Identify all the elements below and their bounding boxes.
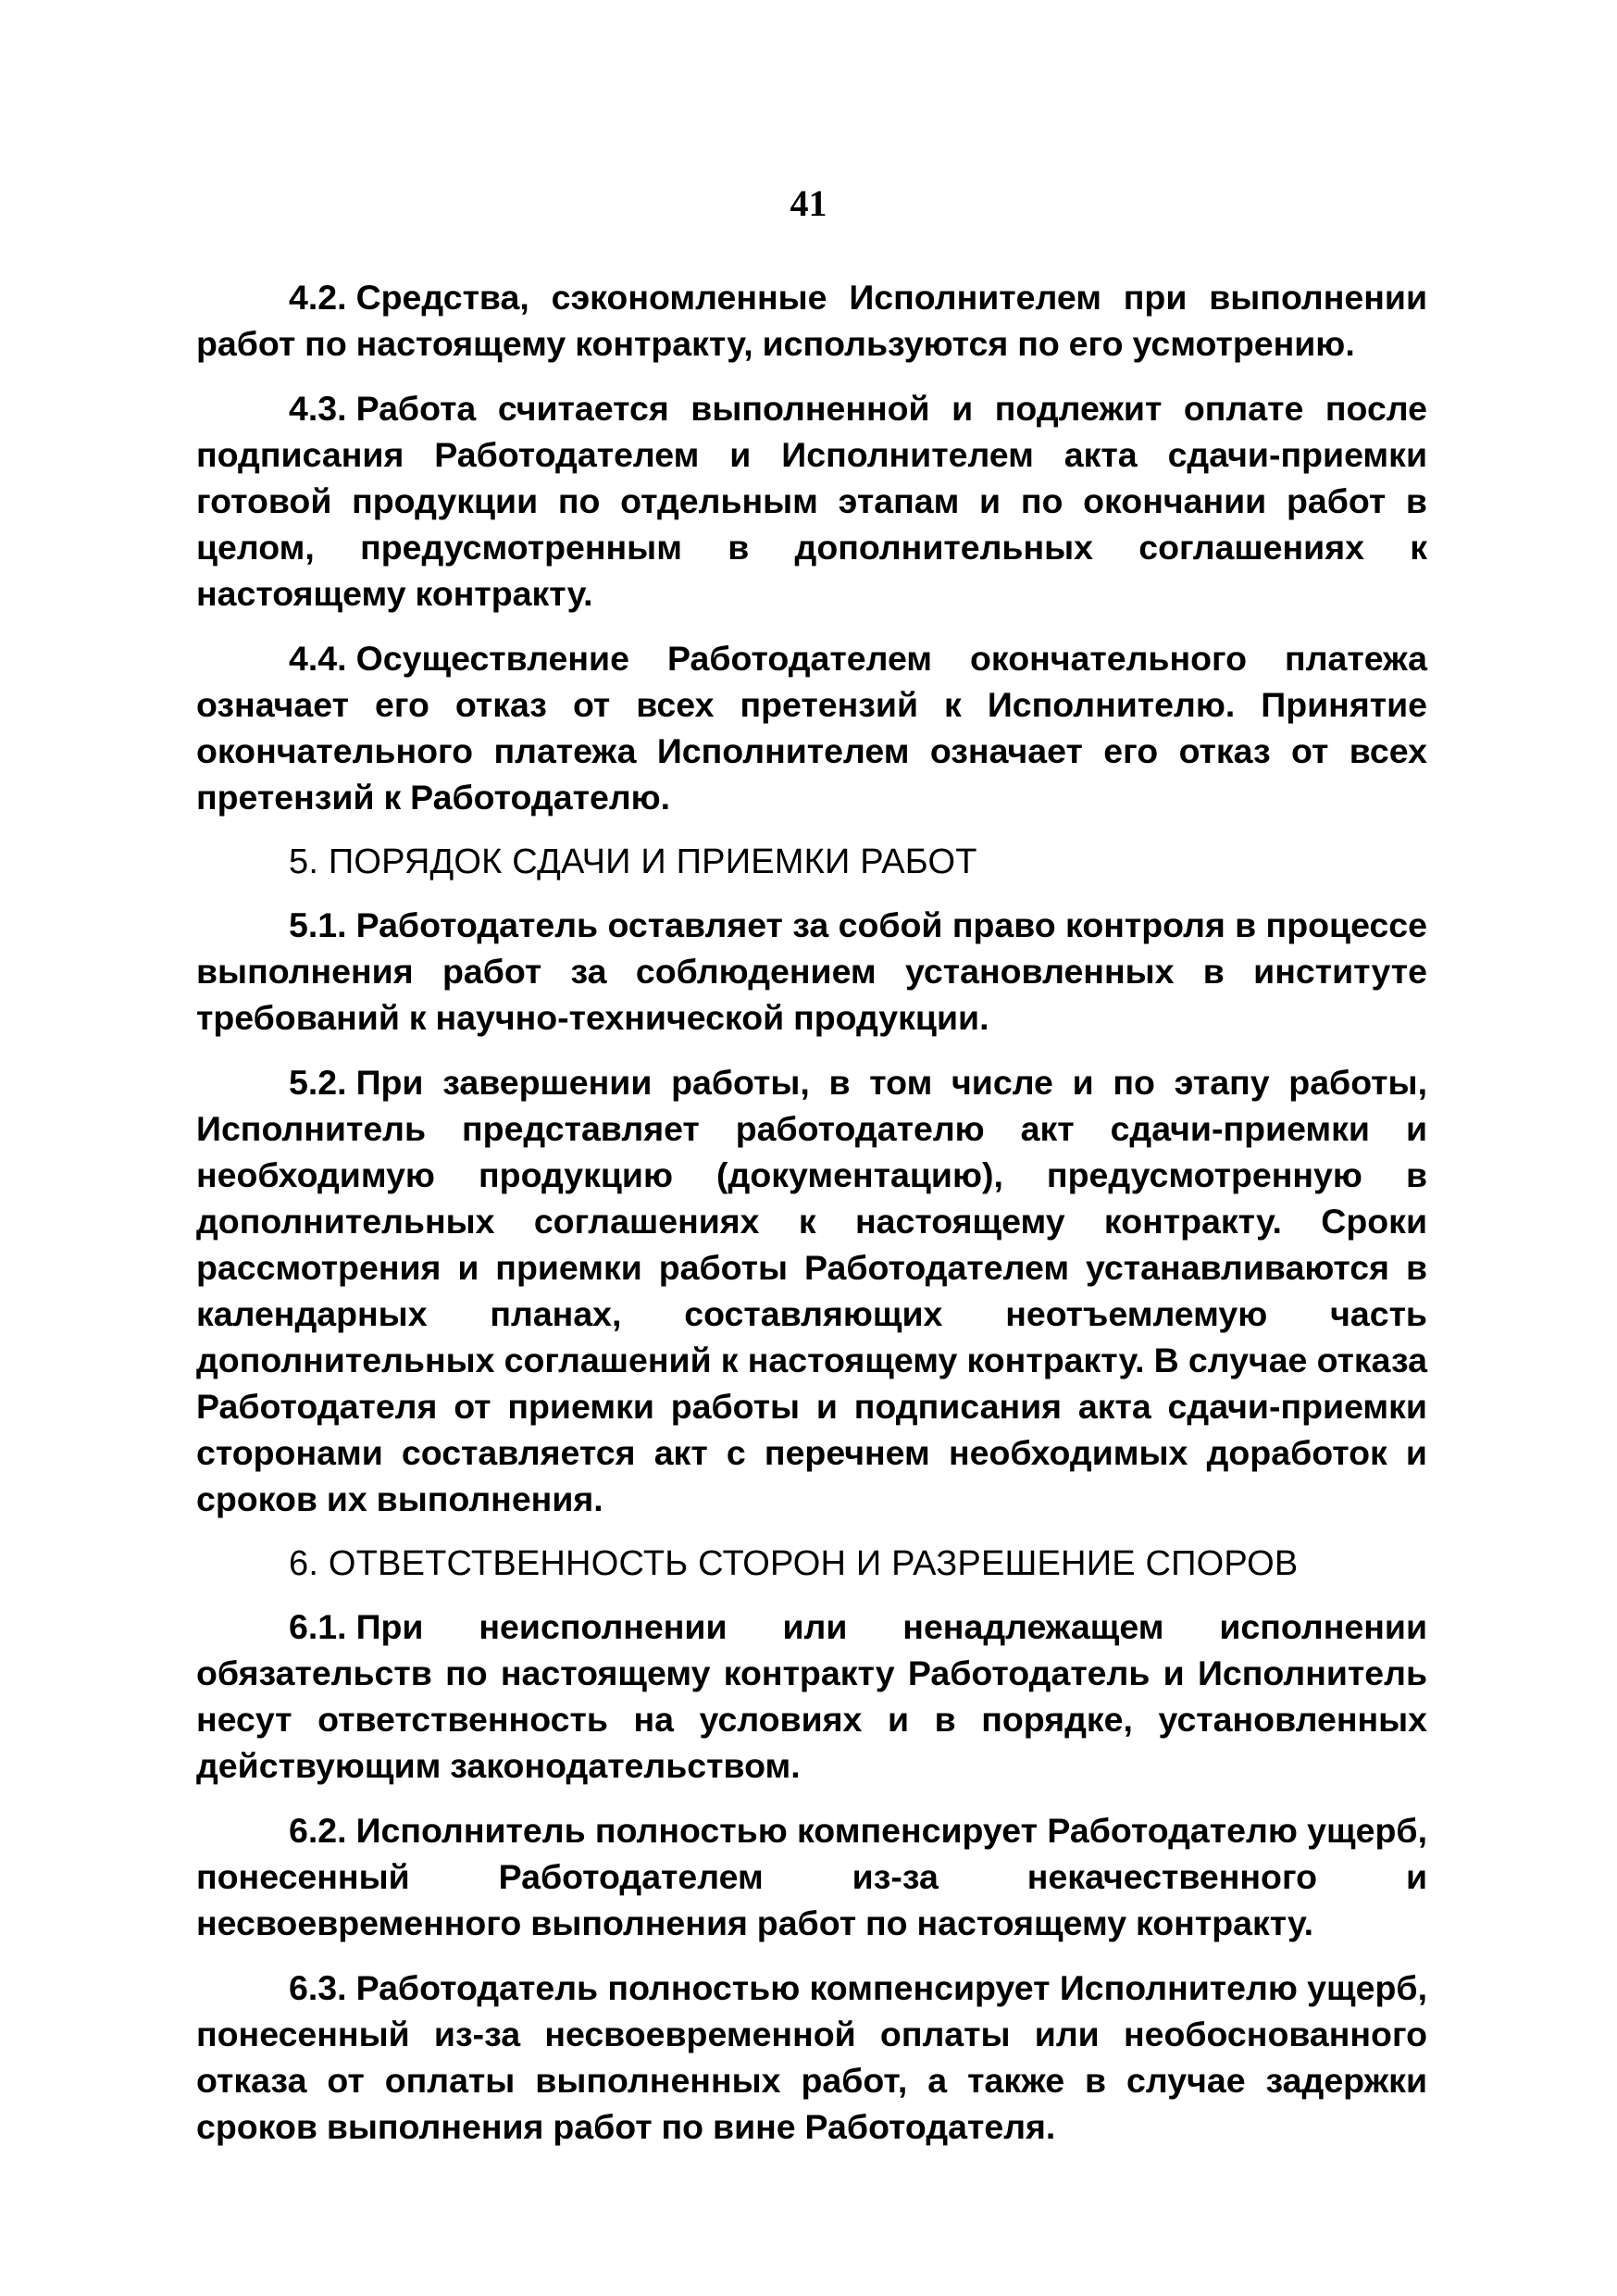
clause-text: Работа считается выполненной и подлежит оплате после подписания Работодателем и Исполнителем акта сдачи-приемки готовой продукции по отдельным этапам и по окончании работ в целом, предусмотренным в дополнительных соглашениях к настоящему контракту. (196, 389, 1427, 613)
clause-4-4 (196, 635, 1427, 820)
clause-number: 6.3. (289, 1968, 347, 2007)
clause-number: 5.1. (289, 905, 347, 944)
clause-6-1 (196, 1603, 1427, 1789)
clause-4-3 (196, 385, 1427, 617)
clause-5-1 (196, 902, 1427, 1041)
clause-4-2 (196, 274, 1427, 367)
clause-text: При неисполнении или ненадлежащем исполнении обязательств по настоящему контракту Работодатель и Исполнитель несут ответственность на условиях и в порядке, установленных действующим законодательством. (196, 1607, 1427, 1785)
clause-number: 6.2. (289, 1811, 347, 1850)
document-body (196, 274, 1427, 2168)
clause-number: 4.4. (289, 639, 347, 678)
clause-text: Средства, сэкономленные Исполнителем при выполнении работ по настоящему контракту, используются по его усмотрению. (196, 278, 1427, 363)
clause-6-2 (196, 1807, 1427, 1946)
clause-text: При завершении работы, в том числе и по этапу работы, Исполнитель представляет работодателю акт сдачи-приемки и необходимую продукцию (документацию), предусмотренную в дополнительных соглашениях к настоящему контракту. Сроки рассмотрения и приемки работы Работодателем устанавливаются в календарных планах, составляющих неотъемлемую часть дополнительных соглашений к настоящему контракту. В случае отказа Работодателя от приемки работы и подписания акта сдачи-приемки сторонами составляется акт с перечнем необходимых доработок и сроков их выполнения. (196, 1063, 1427, 1518)
clause-number: 5.2. (289, 1063, 347, 1102)
clause-number: 6.1. (289, 1607, 347, 1646)
clause-number: 4.3. (289, 389, 347, 428)
section-heading-5: 5. ПОРЯДОК СДАЧИ И ПРИЕМКИ РАБОТ (289, 842, 977, 881)
clause-text: Исполнитель полностью компенсирует Работодателю ущерб, понесенный Работодателем из-за некачественного и несвоевременного выполнения работ по настоящему контракту. (196, 1811, 1427, 1942)
clause-number: 4.2. (289, 278, 347, 317)
clause-text: Работодатель полностью компенсирует Исполнителю ущерб, понесенный из-за несвоевременной оплаты или необоснованного отказа от оплаты выполненных работ, а также в случае задержки сроков выполнения работ по вине Работодателя. (196, 1968, 1427, 2146)
section-heading-6: 6. ОТВЕТСТВЕННОСТЬ СТОРОН И РАЗРЕШЕНИЕ СПОРОВ (289, 1544, 1299, 1583)
page-number: 41 (790, 182, 827, 224)
clause-5-2 (196, 1059, 1427, 1522)
clause-text: Осуществление Работодателем окончательного платежа означает его отказ от всех претензий к Исполнителю. Принятие окончательного платежа Исполнителем означает его отказ от всех претензий к Работодателю. (196, 639, 1427, 817)
clause-text: Работодатель оставляет за собой право контроля в процессе выполнения работ за соблюдением установленных в институте требований к научно-технической продукции. (196, 905, 1427, 1037)
clause-6-3 (196, 1965, 1427, 2150)
